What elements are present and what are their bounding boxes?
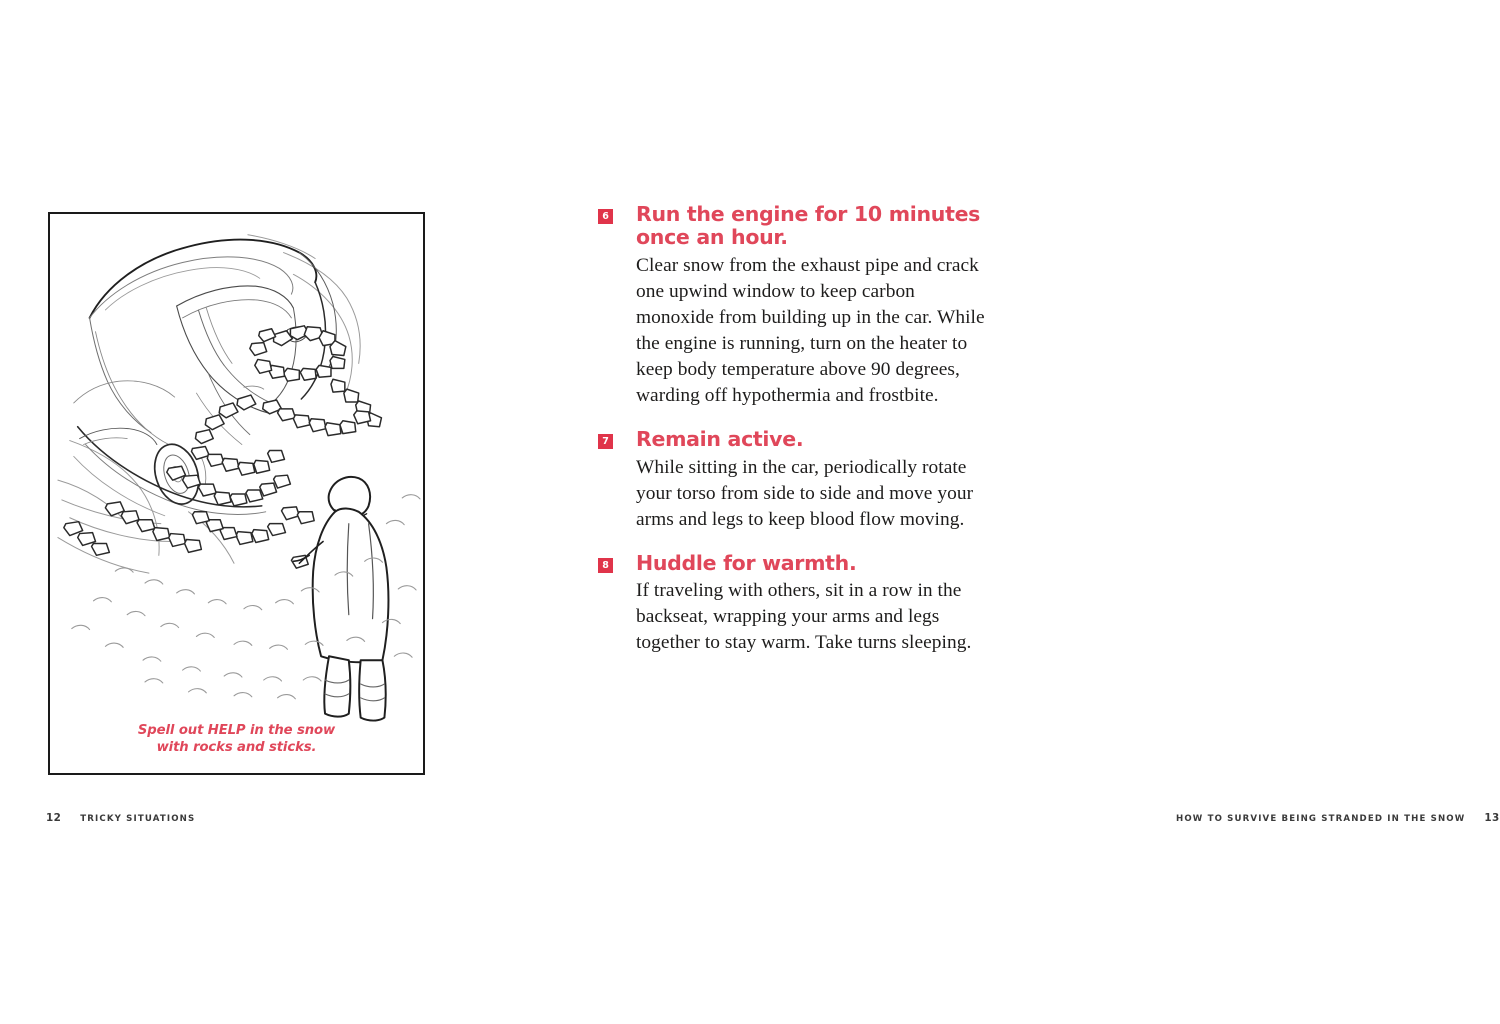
running-head-left: TRICKY SITUATIONS [80,814,196,824]
right-page [512,0,1500,1024]
caption-line-2: with rocks and sticks. [156,740,317,756]
running-head-right: HOW TO SURVIVE BEING STRANDED IN THE SNOW [1176,814,1466,824]
step-item [598,552,988,657]
step-body: If traveling with others, sit in a row in the backseat, wrapping your arms and legs together to stay warm. Take turns sleeping. [636,580,972,654]
step-number-badge: 7 [598,434,613,449]
illustration-frame [48,212,425,775]
left-page [0,0,512,1024]
step-title: Huddle for warmth. [636,550,857,575]
caption-line-1: Spell out HELP in the snow [137,723,336,739]
step-title: Run the engine for 10 minutes once an hour. [636,202,981,250]
illustration-caption [50,723,423,757]
step-title: Remain active. [636,427,804,452]
step-item [598,428,988,533]
step-body: Clear snow from the exhaust pipe and crack one upwind window to keep carbon monoxide from building up in the car. While the engine is running, turn on the heater to keep body temperature above 90 degrees, warding off hypothermia and frostbite. [636,254,985,407]
page-number-right: 13 [1484,812,1500,824]
steps-list [598,203,988,657]
left-page-footer [46,812,195,824]
step-item [598,203,988,409]
snow-car-illustration [50,214,423,773]
page-number-left: 12 [46,812,62,824]
step-number-badge: 6 [598,209,613,224]
right-page-footer [1176,812,1500,824]
step-body: While sitting in the car, periodically rotate your torso from side to side and move your arms and legs to keep blood flow moving. [636,456,974,530]
step-number-badge: 8 [598,558,613,573]
